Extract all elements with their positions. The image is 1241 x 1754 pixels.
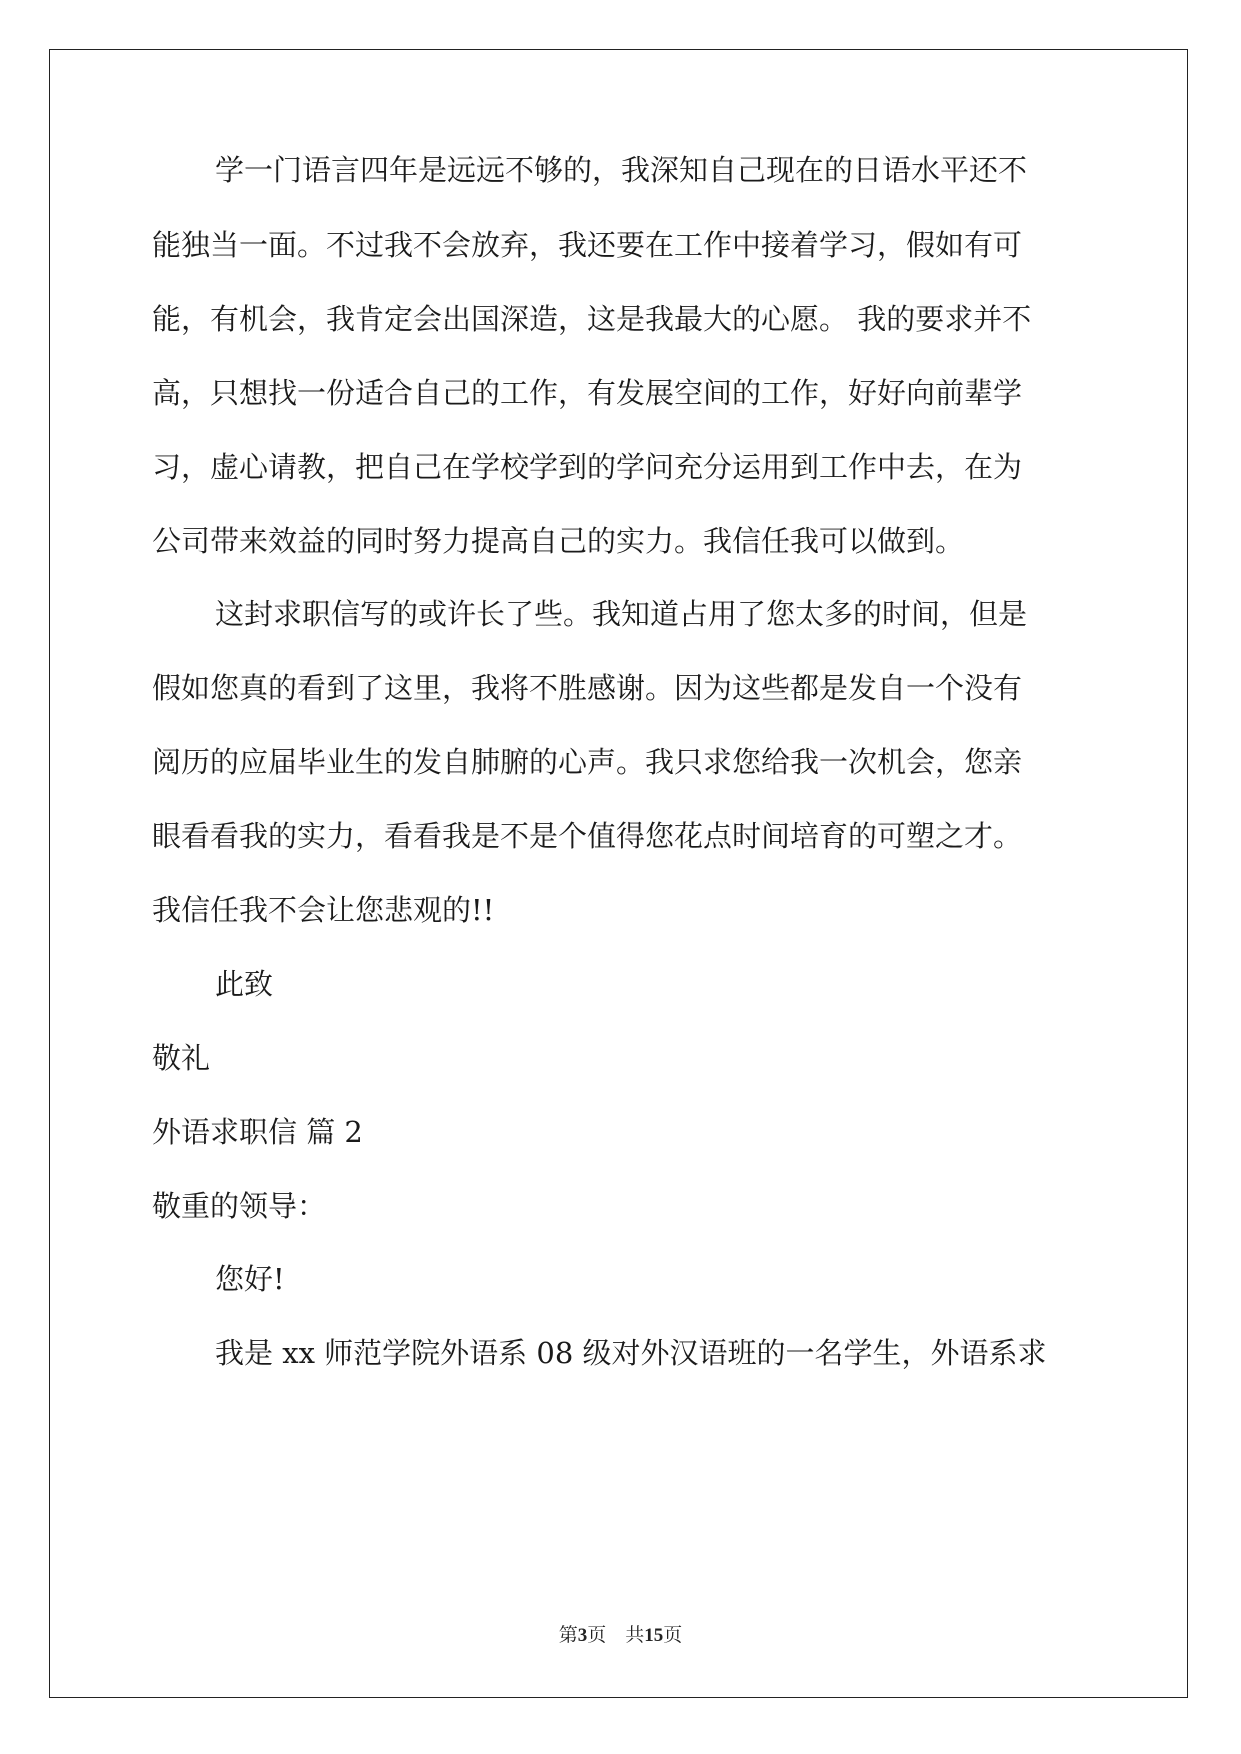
body-line: 能，有机会，我肯定会出国深造，这是我最大的心愿。 我的要求并不 — [152, 302, 1032, 336]
body-line: 能独当一面。不过我不会放弃，我还要在工作中接着学习，假如有可 — [152, 228, 1023, 262]
body-line: 我是 xx 师范学院外语系 08 级对外汉语班的一名学生，外语系求 — [215, 1336, 1047, 1370]
closing-regards: 敬礼 — [152, 1041, 211, 1075]
footer-mid: 页 共 — [587, 1625, 645, 1646]
body-line: 这封求职信写的或许长了些。我知道占用了您太多的时间，但是 — [215, 597, 1028, 631]
body-line: 眼看看我的实力，看看我是不是个值得您花点时间培育的可塑之才。 — [152, 819, 1023, 853]
footer-prefix: 第 — [558, 1625, 578, 1646]
total-page-number: 15 — [644, 1625, 664, 1646]
body-line: 习，虚心请教，把自己在学校学到的学问充分运用到工作中去，在为 — [152, 450, 1023, 484]
body-line: 学一门语言四年是远远不够的，我深知自己现在的日语水平还不 — [215, 153, 1028, 187]
current-page-number: 3 — [577, 1625, 588, 1646]
body-line: 假如您真的看到了这里，我将不胜感谢。因为这些都是发自一个没有 — [152, 671, 1023, 705]
greeting-recipient: 敬重的领导： — [152, 1189, 327, 1223]
page-number-footer — [0, 1620, 1241, 1647]
body-line: 高，只想找一份适合自己的工作，有发展空间的工作，好好向前辈学 — [152, 376, 1023, 410]
body-line: 我信任我不会让您悲观的!! — [152, 893, 495, 927]
body-line: 公司带来效益的同时努力提高自己的实力。我信任我可以做到。 — [152, 524, 965, 558]
footer-suffix: 页 — [663, 1625, 683, 1646]
body-line: 阅历的应届毕业生的发自肺腑的心声。我只求您给我一次机会，您亲 — [152, 745, 1023, 779]
greeting: 您好! — [215, 1262, 285, 1296]
section-heading: 外语求职信 篇 2 — [152, 1115, 363, 1149]
page-border — [49, 49, 1188, 1698]
closing-salutation: 此致 — [215, 967, 274, 1001]
